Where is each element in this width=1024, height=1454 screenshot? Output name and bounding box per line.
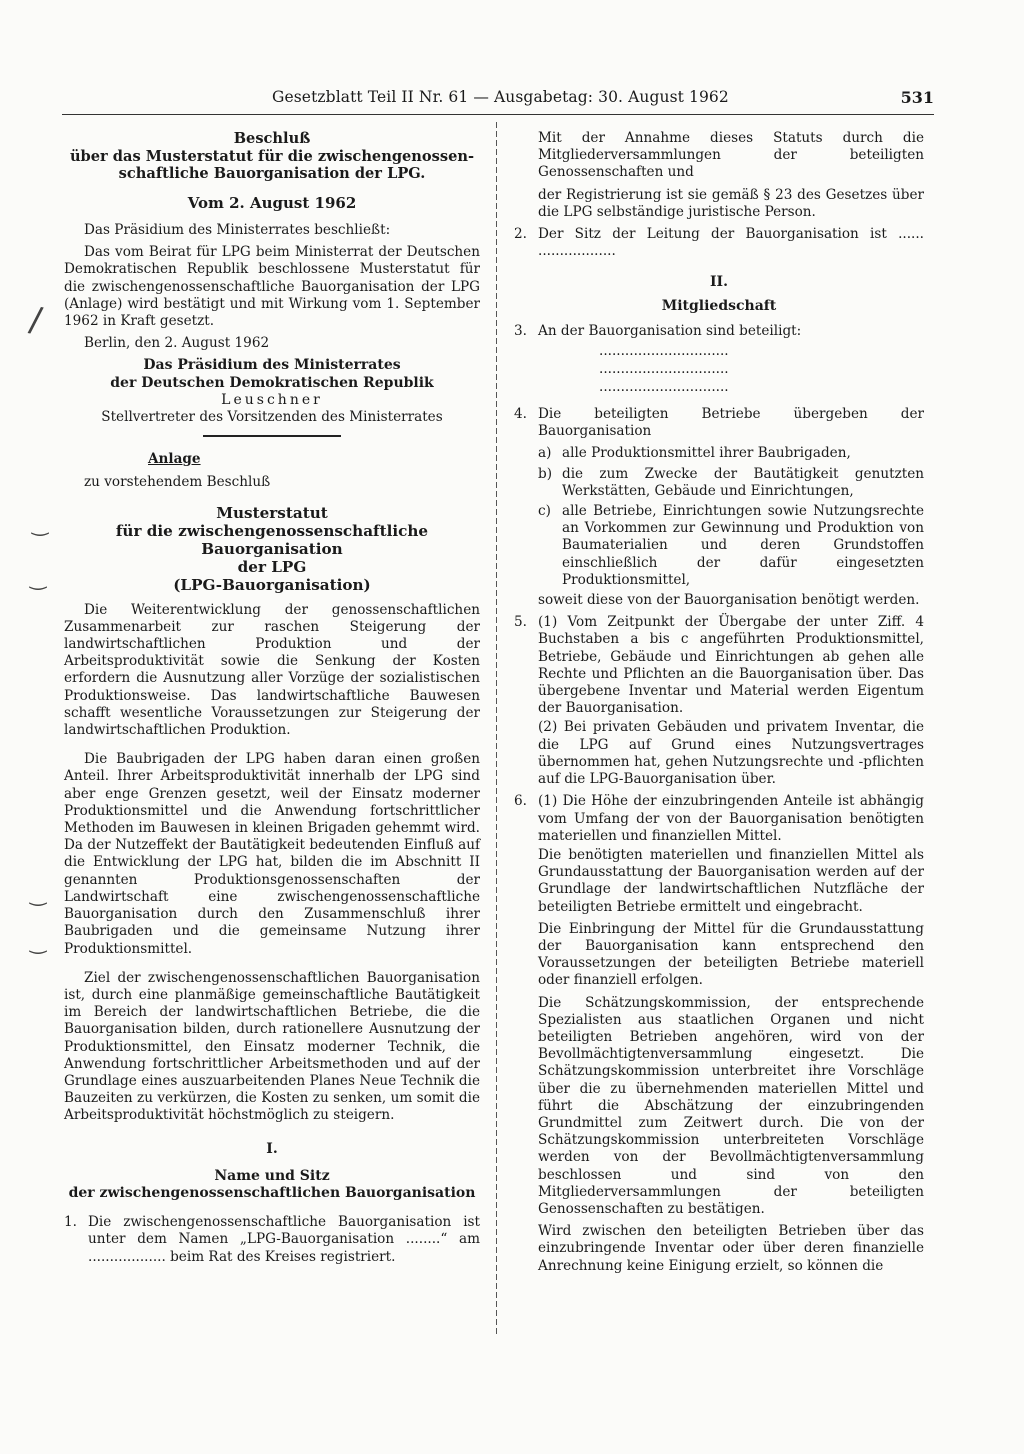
sub-item-text: die zum Zwecke der Bautätigkeit genutzten Werkstätten, Gebäude und Einrichtungen,: [562, 465, 924, 499]
continuation-paragraph-2: der Registrierung ist sie gemäß § 23 des Gesetzes über die LPG selbständige juristische Person.: [538, 186, 924, 220]
right-column: [514, 130, 924, 1280]
decision-body: Das vom Beirat für LPG beim Ministerrat der Deutschen Demokratischen Republik beschlossene Musterstatut für die zwischengenossenschaftliche Bauorganisation der LPG (Anlage) wird bestätigt und mit Wirkung vom 1. September 1962 in Kraft gesetzt.: [64, 244, 480, 330]
item-6-paragraph-2: Die benötigten materiellen und finanziellen Mittel als Grundausstattung der Bauorganisation werden auf der Grundlage der landwirtschaftlichen Nutzfläche der beteiligten Betriebe ermittelt und eingebracht.: [538, 846, 924, 915]
statute-subtitle-2: der LPG: [237, 557, 307, 576]
sub-item-letter: c): [538, 503, 551, 520]
item-text: Die zwischengenossenschaftliche Bauorganisation ist unter dem Namen „LPG-Bauorganisation ........“ am .................. beim Rat des Kreises registriert.: [88, 1214, 480, 1265]
dotted-line: ..............................: [599, 379, 729, 396]
section-1-subtitle: der zwischengenossenschaftlichen Bauorganisation: [68, 1184, 476, 1201]
annex-heading: Anlage: [148, 451, 201, 468]
decision-date: Vom 2. August 1962: [187, 193, 357, 212]
item-number: 6.: [514, 793, 527, 810]
dotted-line: ..............................: [599, 343, 729, 360]
margin-check-mark: ‿: [30, 930, 47, 954]
column-divider: [496, 122, 497, 1337]
decision-subtitle-1: über das Musterstatut für die zwischengenossen-: [69, 147, 475, 165]
item-6-paragraph-5: Wird zwischen den beteiligten Betrieben über das einzubringende Inventar oder über deren finanzielle Anrechnung keine Einigung erzielt, so können die: [538, 1223, 924, 1274]
item-text: Die beteiligten Betriebe übergeben der Bauorganisation: [538, 406, 924, 440]
item-number: 3.: [514, 322, 527, 339]
list-item: [64, 1214, 480, 1266]
sub-item-text: alle Produktionsmittel ihrer Baubrigaden,: [562, 445, 851, 462]
decision-title: Beschluß: [233, 130, 311, 147]
item-5-paragraph-2: (2) Bei privaten Gebäuden und privatem Inventar, die die LPG auf Grund eines Nutzungsvertrages übernommen hat, gehen Nutzungsrechte und -pflichten auf die LPG-Bauorganisation über.: [538, 719, 924, 788]
sub-item-letter: a): [538, 445, 552, 462]
decision-subtitle-2: schaftliche Bauorganisation der LPG.: [118, 165, 426, 182]
section-2-title: Mitgliedschaft: [661, 297, 777, 314]
preamble-paragraph-3: Ziel der zwischengenossenschaftlichen Bauorganisation ist, durch eine planmäßige gemeinschaftliche Bautätigkeit im Bereich der landwirtschaftlichen Betriebe, die die Bauorganisation bilden, durch rationellere Ausnutzung der Produktionsmittel, den Einsatz moderner Technik, die Anwendung fortschrittlicher Arbeitsmethoden und auf der Grundlage eines auszuarbeitenden Planes Neue Technik die Bauzeiten zu verkürzen, die Kosten zu senken, um somit die Arbeitsproduktivität höchstmöglich zu steigern.: [64, 969, 480, 1124]
list-item: [514, 614, 924, 717]
header-rule: [62, 114, 934, 115]
margin-check-mark: ‿: [30, 882, 47, 906]
list-item: [514, 793, 924, 845]
item-number: 4.: [514, 406, 527, 423]
item-text: An der Bauorganisation sind beteiligt:: [538, 322, 802, 339]
signature-name: Leuschner: [221, 391, 323, 408]
item-text: (1) Die Höhe der einzubringenden Anteile ist abhängig vom Umfang der von der Bauorganisation benötigten materiellen und finanziellen Mittel.: [538, 793, 924, 844]
sub-list: [514, 445, 924, 609]
preamble-paragraph-2: Die Baubrigaden der LPG haben daran einen großen Anteil. Ihrer Arbeitsproduktivität innerhalb der LPG sind aber enge Grenzen gesetzt, weil der Einsatz moderner Produktionsmittel und die Anwendung fortschrittlicher Methoden im Bauwesen in kleinen Brigaden gehemmt wird. Da der Nutzeffekt der Bautätigkeit bedeutenden Einfluß auf die Entwicklung der LPG hat, bilden die im Abschnitt II genannten Produktionsgenossenschaften der Landwirtschaft eine zwischengenossenschaftliche Bauorganisation durch den Zusammenschluß ihrer Baubrigaden und die gemeinsame Nutzung ihrer Produktionsmittel.: [64, 751, 480, 957]
sub-list-item: [538, 503, 924, 589]
item-text: Der Sitz der Leitung der Bauorganisation ist ...... ..................: [538, 226, 924, 260]
sub-list-item: [538, 466, 924, 500]
left-column: [64, 130, 480, 1271]
header-title: Gesetzblatt Teil II Nr. 61 — Ausgabetag: 30. August 1962: [272, 88, 729, 106]
item-6-paragraph-3: Die Einbringung der Mittel für die Grundausstattung der Bauorganisation kann entsprechend den Voraussetzungen der beteiligten Betriebe materiell oder finanziell erfolgen.: [538, 920, 924, 989]
continuation-paragraph-1: Mit der Annahme dieses Statuts durch die Mitgliederversammlungen der beteiligten Genossenschaften und: [538, 130, 924, 181]
margin-check-mark: ‿: [30, 566, 47, 590]
list-item: [514, 323, 924, 340]
separator-rule: [203, 435, 341, 437]
place-date: Berlin, den 2. August 1962: [84, 335, 270, 352]
sub-list-item: [538, 445, 924, 462]
item-4-closing: soweit diese von der Bauorganisation benötigt werden.: [538, 592, 920, 609]
section-1-number: I.: [266, 1140, 278, 1157]
section-2-number: II.: [710, 274, 728, 291]
signature-org-2: der Deutschen Demokratischen Republik: [110, 374, 434, 391]
statute-subtitle-1: für die zwischengenossenschaftliche Bauorganisation: [115, 521, 429, 558]
signature-role: Stellvertreter des Vorsitzenden des Ministerrates: [101, 409, 443, 426]
annex-subtitle: zu vorstehendem Beschluß: [84, 474, 271, 491]
item-number: 5.: [514, 614, 527, 631]
preamble-paragraph-1: Die Weiterentwicklung der genossenschaftlichen Zusammenarbeit zur raschen Steigerung der landwirtschaftlichen Produktion und der Arbeitsproduktivität sowie die Senkung der Kosten erfordern die Ausnutzung aller Vorzüge der sozialistischen Produktionsweise. Das landwirtschaftliche Bauwesen schafft wesentliche Voraussetzungen zur Steigerung der landwirtschaftlichen Produktion.: [64, 601, 480, 739]
sub-item-letter: b): [538, 465, 553, 482]
list-item: [514, 406, 924, 440]
section-1-title: Name und Sitz: [214, 1167, 330, 1184]
dotted-line: ..............................: [599, 361, 729, 378]
statute-title: Musterstatut: [216, 503, 328, 522]
item-6-paragraph-4: Die Schätzungskommission, der entsprechende Spezialisten aus staatlichen Organen und nicht beteiligten Betrieben angehören, wird von der Bevollmächtigtenversammlung eingesetzt. Die Schätzungskommission unterbreitet ihre Vorschläge über die zu übernehmenden materiellen Mittel und führt die Abschätzung der einzubringenden Grundmittel zum Zeitwert durch. Die von der Schätzungskommission unterbreiteten Vorschläge werden von der Bevollmächtigtenversammlung beschlossen und sind von den Mitgliederversammlungen der beteiligten Genossenschaften zu bestätigen.: [538, 994, 924, 1217]
item-number: 1.: [64, 1214, 77, 1231]
decision-intro: Das Präsidium des Ministerrates beschließt:: [84, 222, 391, 238]
statute-subtitle-3: (LPG-Bauorganisation): [173, 575, 371, 594]
signature-org-1: Das Präsidium des Ministerrates: [143, 357, 401, 374]
item-number: 2.: [514, 226, 527, 243]
margin-slash-mark: /: [26, 299, 45, 341]
margin-check-mark: ‿: [32, 512, 49, 536]
page-number: 531: [900, 88, 934, 107]
list-item: [514, 226, 924, 260]
item-text: (1) Vom Zeitpunkt der Übergabe der unter Ziff. 4 Buchstaben a bis c angeführten Produktionsmittel, Betriebe, Gebäude und Einrichtungen ab gehen alle Rechte und Pflichten an die Bauorganisation über. Das übergebene Inventar und Material werden Eigentum der Bauorganisation.: [538, 614, 924, 717]
sub-item-text: alle Betriebe, Einrichtungen sowie Nutzungsrechte an Vorkommen zur Gewinnung und Produktion von Baumaterialien und deren Grundstoffen einschließlich der dafür eingesetzten Produktionsmittel,: [562, 503, 924, 588]
